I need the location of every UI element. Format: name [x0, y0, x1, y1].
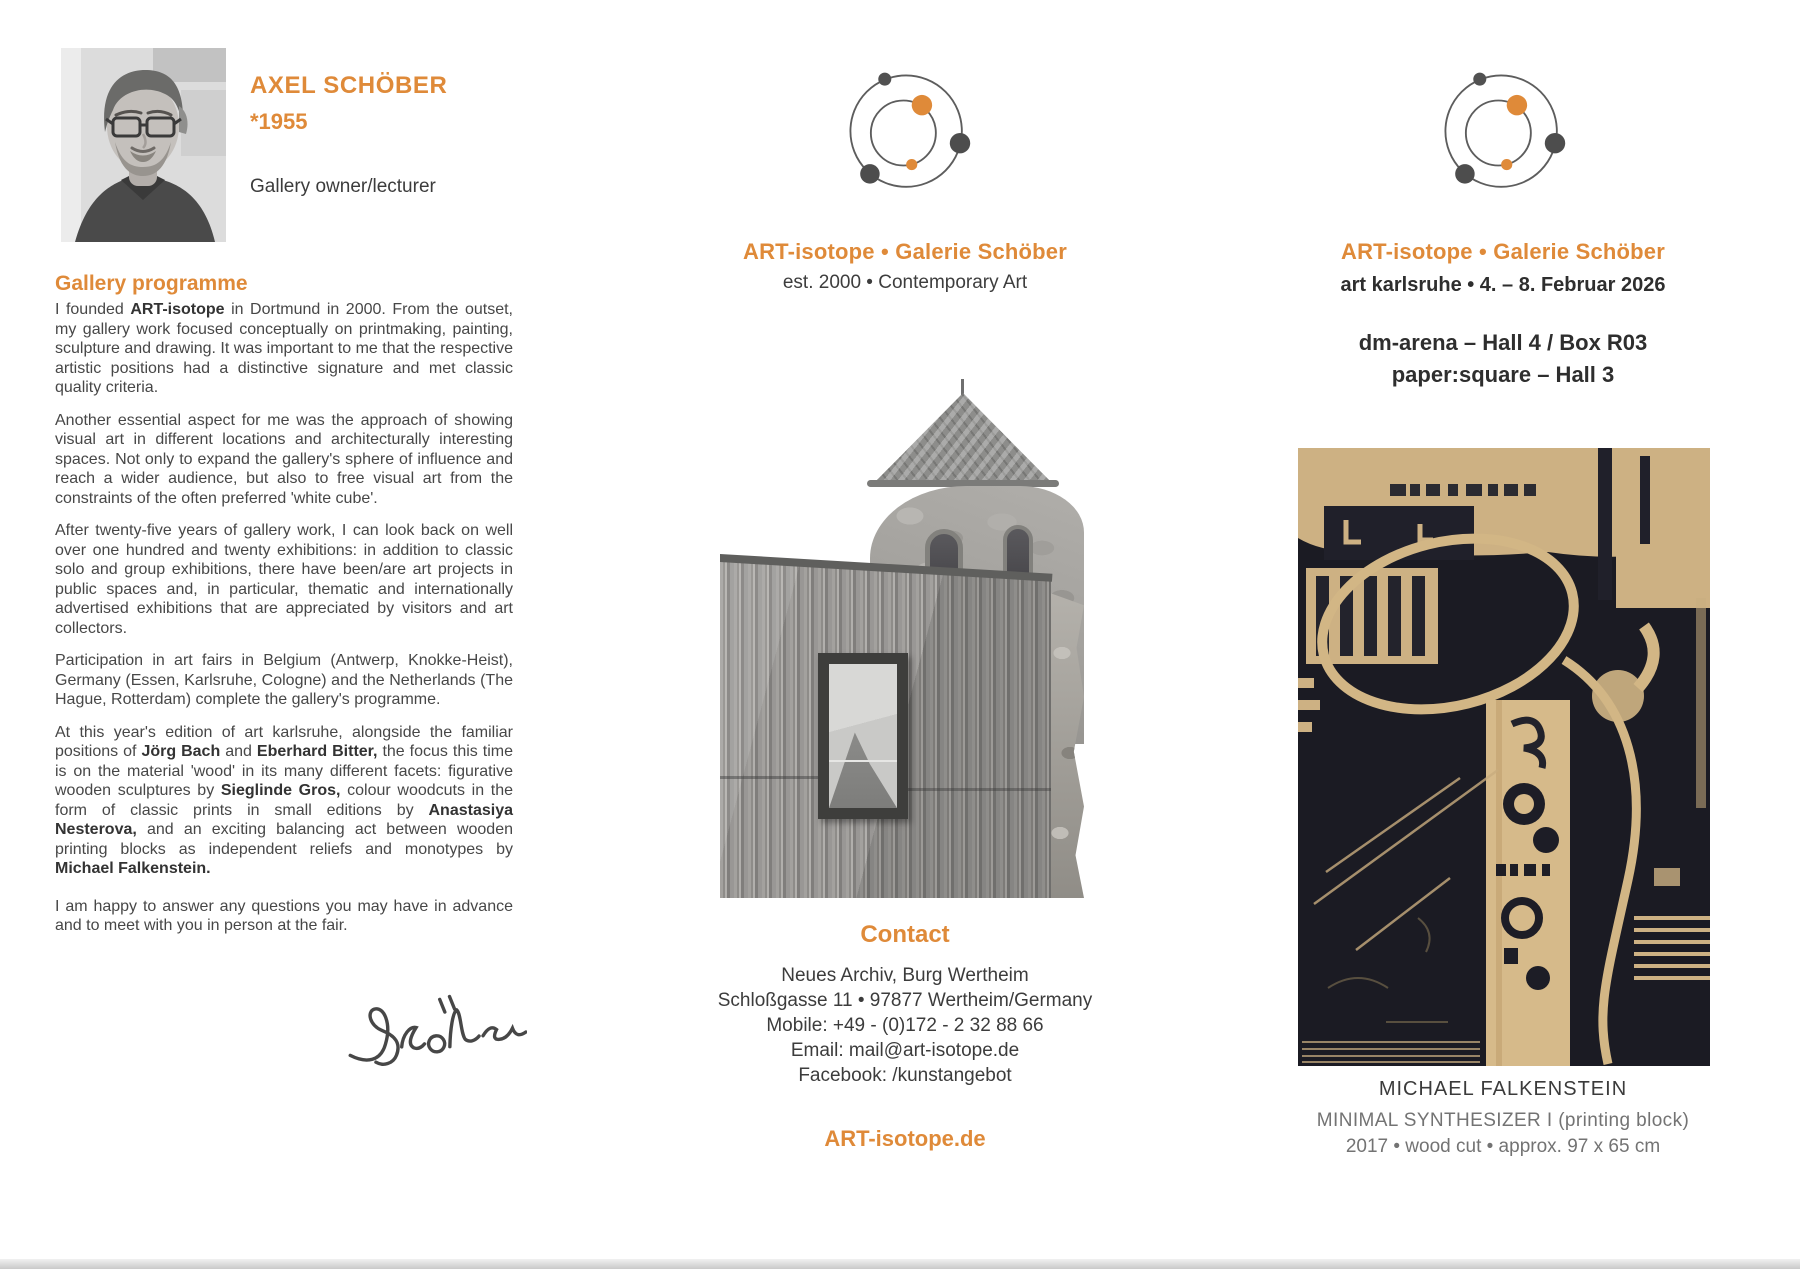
window-glass [829, 664, 897, 808]
artwork-details: 2017 • wood cut • approx. 97 x 65 cm [1345, 1136, 1661, 1157]
contact-heading: Contact [860, 921, 950, 948]
woodcut-illustration [1298, 448, 1710, 1066]
gallery-building-photo [720, 317, 1084, 898]
window-reflection-line [829, 760, 897, 762]
paragraph: At this year's edition of art karlsruhe, alongside the familiar positions of Jörg Bach and Eberhard Bitter, the focus this time is on the material 'wood' in its many different facets: figurative wooden sculptures by Sieglinde Gros, colour woodcuts in the form of classic prints in small editions by Anastasiya Nesterova, and an exciting balancing act between wooden printing blocks as independent reliefs and monotypes by Michael Falkenstein. [55, 723, 514, 878]
fair-date-line: art karlsruhe • 4. – 8. Februar 2026 [1340, 274, 1666, 296]
paragraph: Participation in art fairs in Belgium (Antwerp, Knokke-Heist), Germany (Essen, Karlsruhe, Cologne) and the Netherlands (The Hague, Rotterdam) complete the gallery's programme. [55, 652, 513, 709]
paragraph: Another essential aspect for me was the approach of showing visual art in different locations and architecturally interesting spaces. Not only to expand the gallery's sphere of influence and reach a wider audience, but also to free visual art from the constraints of the often preferred 'white cube'. [55, 411, 513, 507]
gallery-programme-text [55, 300, 513, 949]
portrait-photo [61, 48, 226, 242]
art-isotope-logo-icon [843, 68, 973, 198]
contact-line-address2: Schloßgasse 11 • 97877 Wertheim/Germany [717, 990, 1093, 1011]
gallery-subtitle: est. 2000 • Contemporary Art [782, 272, 1028, 293]
gallery-programme-heading: Gallery programme [55, 272, 248, 295]
gallery-title-right: ART-isotope • Galerie Schöber [1340, 239, 1666, 264]
gallery-title-middle: ART-isotope • Galerie Schöber [742, 239, 1068, 264]
contact-line-address1: Neues Archiv, Burg Wertheim [781, 965, 1029, 986]
contact-block [630, 963, 1180, 1088]
art-isotope-logo-icon [1438, 68, 1568, 198]
fair-location-line1: dm-arena – Hall 4 / Box R03 [1358, 330, 1648, 355]
contact-line-mobile: Mobile: +49 - (0)172 - 2 32 88 66 [766, 1015, 1044, 1036]
artwork-title: MINIMAL SYNTHESIZER I (printing block) [1316, 1110, 1690, 1131]
window-reflection [829, 716, 897, 808]
handwritten-signature [342, 972, 527, 1080]
page-bottom-edge [0, 1259, 1800, 1269]
fair-location-line2: paper:square – Hall 3 [1391, 362, 1615, 387]
tower-roof [872, 393, 1054, 485]
person-role: Gallery owner/lecturer [250, 176, 436, 197]
website-url: ART-isotope.de [824, 1126, 986, 1151]
contact-line-facebook: Facebook: /kunstangebot [798, 1065, 1012, 1086]
artwork-image [1298, 448, 1710, 1066]
portrait-illustration [61, 48, 226, 242]
paragraph: I am happy to answer any questions you may have in advance and to meet with you in person at the fair. [55, 897, 513, 935]
person-birth-year: *1955 [250, 109, 308, 134]
paragraph: After twenty-five years of gallery work, I can look back on well over one hundred and twenty exhibitions: in addition to classic solo and group exhibitions, there have been/are art projects in public spaces and, in particular, thematic and internationally advertised exhibitions that are appreciated by visitors and art collectors. [55, 522, 513, 637]
facade-window [818, 653, 908, 819]
contact-line-email: Email: mail@art-isotope.de [790, 1040, 1020, 1061]
artist-name: MICHAEL FALKENSTEIN [1378, 1078, 1628, 1100]
person-name: AXEL SCHÖBER [250, 72, 448, 99]
paragraph: I founded ART-isotope in Dortmund in 2000. From the outset, my gallery work focused conceptually on printmaking, painting, sculpture and drawing. It was important to me that the respective artistic positions had a distinctive signature and met classic quality criteria. [55, 301, 514, 397]
